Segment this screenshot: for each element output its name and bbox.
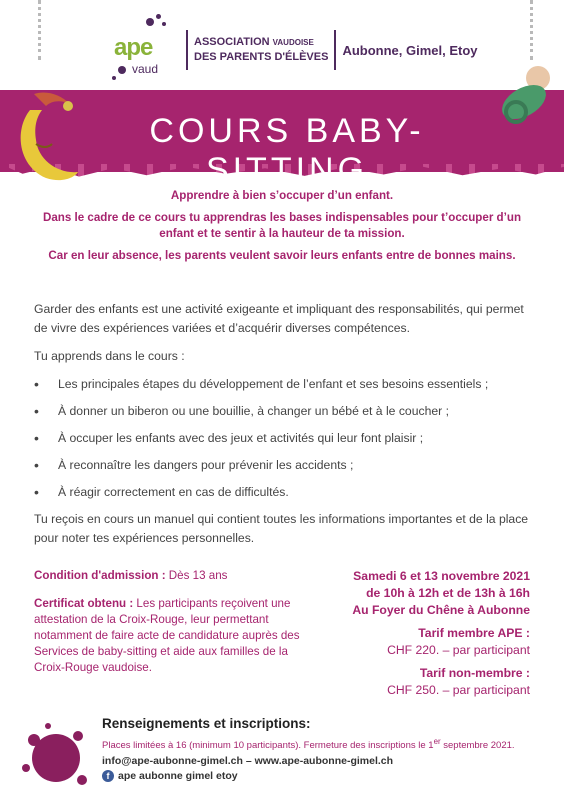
decorative-dotted-line-right [530,0,533,60]
ape-logo [108,14,180,86]
region-text: Aubonne, Gimel, Etoy [342,42,478,58]
admission-condition [34,568,314,584]
assoc-line2: DES PARENTS D'ÉLÈVES [194,51,329,63]
assoc-line1-small: VAUDOISE [272,38,314,47]
note-sup: er [433,737,441,746]
intro-line: Dans le cadre de ce cours tu apprendras les bases indispensables pour t’occuper d’un enfant et te sentir à la hauteur de ta mission. [42,211,522,240]
list-item: • À donner un biberon ou une bouillie, à changer un bébé et à le coucher ; [34,402,534,421]
certificate-info [34,596,314,676]
pacifier-icon [494,62,558,132]
list-item: • À reconnaître les dangers pour prévenir les accidents ; [34,456,534,475]
assoc-line1: ASSOCIATION [194,36,270,48]
nonmember-price-label: Tarif non-membre : [419,666,530,680]
ink-splat-icon [18,718,92,792]
course-description [34,300,534,557]
course-dates: Samedi 6 et 13 novembre 2021 [353,569,530,583]
list-item: • Les principales étapes du développement de l’enfant et ses besoins essentiels ; [34,375,534,394]
decorative-dotted-line-left [38,0,41,60]
manual-paragraph: Tu reçois en cours un manuel qui contient toutes les informations importantes et de la place pour noter tes expériences personnelles. [34,512,529,545]
member-price: CHF 220. – par participant [387,643,530,657]
facebook-link[interactable] [102,770,552,782]
logo-ape-text: ape [114,34,153,61]
header-divider [334,30,336,70]
list-intro: Tu apprends dans le cours : [34,349,185,363]
admission-label: Condition d'admission : [34,569,166,582]
association-name [194,35,328,65]
list-item: • À occuper les enfants avec des jeux et activités qui leur font plaisir ; [34,429,534,448]
note-part: septembre 2021. [440,740,515,752]
course-place: Au Foyer du Chêne à Aubonne [352,603,530,617]
course-hours: de 10h à 12h et de 13h à 16h [366,586,530,600]
header [108,14,478,86]
registration-note [102,737,552,751]
member-price-label: Tarif membre APE : [418,626,530,640]
admission-value: Dès 13 ans [165,569,228,582]
intro-line: Car en leur absence, les parents veulent savoir leurs enfants entre de bonnes mains. [48,249,516,262]
moon-icon [12,86,82,186]
certificate-label: Certificat obtenu : [34,597,134,610]
facebook-icon: f [102,770,114,782]
learning-list [34,375,534,502]
intro-line: Apprendre à bien s’occuper d’un enfant. [170,189,394,202]
footer [102,716,552,782]
contact-links[interactable]: info@ape-aubonne-gimel.ch – www.ape-aubonne-gimel.ch [102,755,394,768]
page-title: COURS BABY-SITTING [149,112,425,189]
conditions-section [34,568,314,688]
certificate-value: Les participants reçoivent une attestation de la Croix-Rouge, leur permettant notamment de faire acte de candidature auprès des Services de baby-sitting et aide aux familles de la Croix-Rouge vaudoise. [34,597,300,674]
logo-vaud-text: vaud [132,62,159,76]
info-heading: Renseignements et inscriptions: [102,716,311,731]
intro-text [28,188,536,270]
nonmember-price: CHF 250. – par participant [387,683,530,697]
header-divider [186,30,188,70]
facebook-text: ape aubonne gimel etoy [118,770,238,783]
note-part: Places limitées à 16 (minimum 10 participants). Fermeture des inscriptions le 1 [102,740,434,752]
schedule-section [310,568,530,699]
description-paragraph: Garder des enfants est une activité exigeante et impliquant des responsabilités, qui permet de vivre des expériences variées et d’acquérir diverses compétences. [34,302,524,335]
list-item: • À réagir correctement en cas de difficultés. [34,483,534,502]
